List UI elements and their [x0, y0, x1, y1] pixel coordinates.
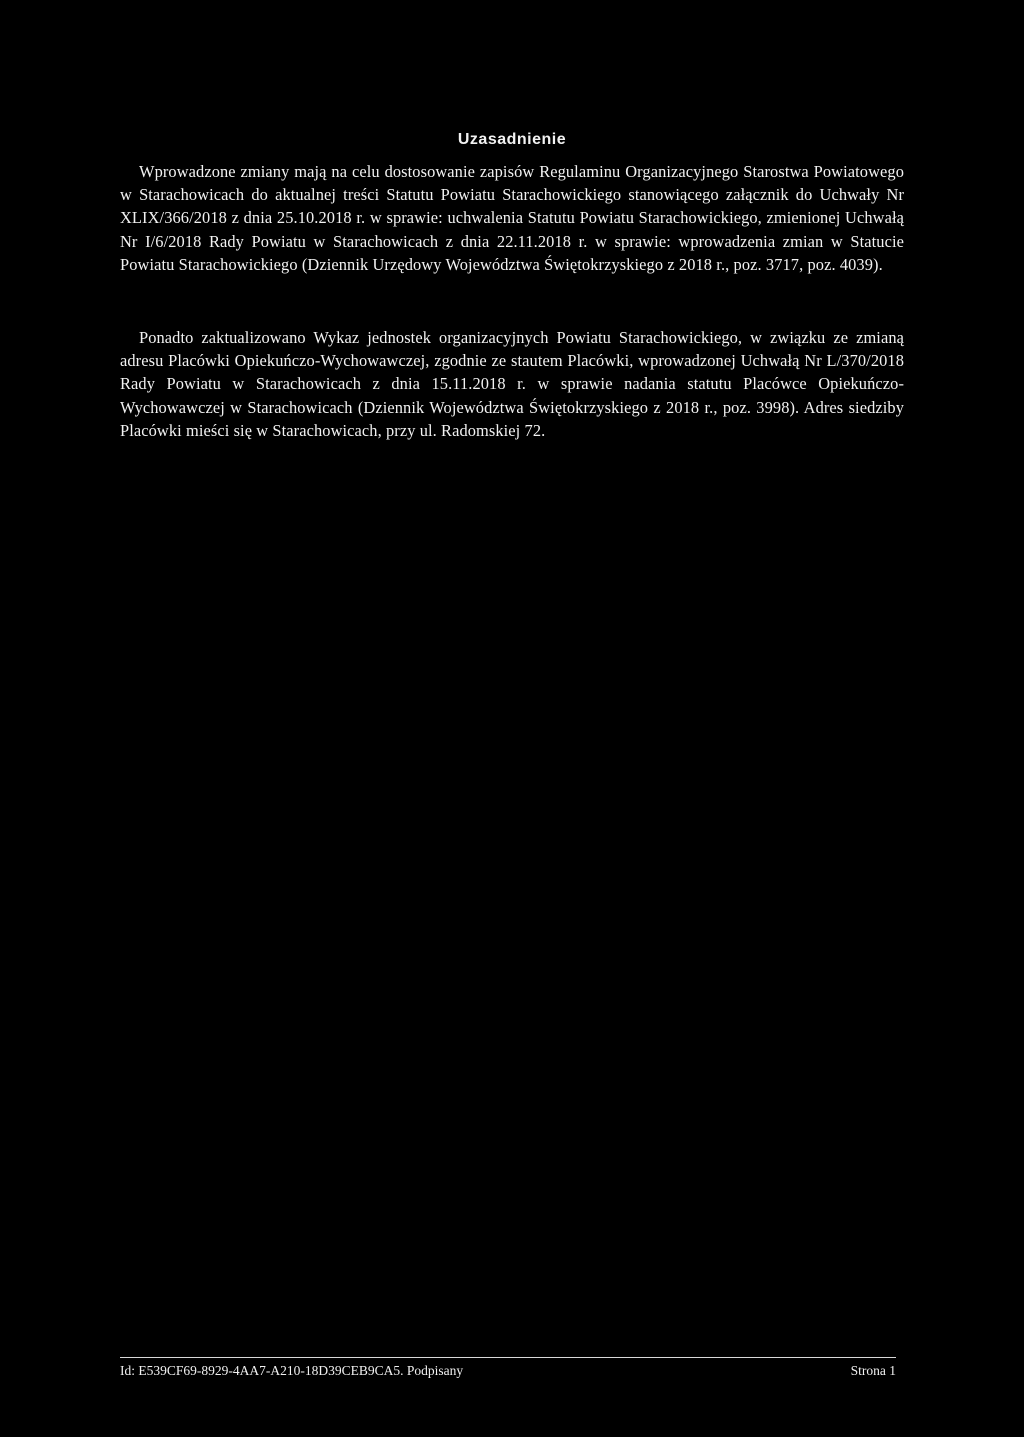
document-id-signature: Id: E539CF69-8929-4AA7-A210-18D39CEB9CA5. Podpisany	[120, 1363, 464, 1378]
page-number: Strona 1	[850, 1363, 896, 1378]
page-footer	[120, 1362, 896, 1380]
document-title: Uzasadnienie	[457, 131, 567, 148]
justification-paragraph-2: Ponadto zaktualizowano Wykaz jednostek organizacyjnych Powiatu Starachowickiego, w związku ze zmianą adresu Placówki Opiekuńczo-Wychowawczej, zgodnie ze stautem Placówki, wprowadzonej Uchwałą Nr L/370/2018 Rady Powiatu w Starachowicach z dnia 15.11.2018 r. w sprawie nadania statutu Placówce Opiekuńczo-Wychowawczej w Starachowicach (Dziennik Województwa Świętokrzyskiego z 2018 r., poz. 3998). Adres siedziby Placówki mieści się w Starachowicach, przy ul. Radomskiej 72.	[120, 328, 904, 440]
footer-divider	[120, 1357, 896, 1358]
justification-paragraph-1: Wprowadzone zmiany mają na celu dostosowanie zapisów Regulaminu Organizacyjnego Starostwa Powiatowego w Starachowicach do aktualnej treści Statutu Powiatu Starachowickiego stanowiącego załącznik do Uchwały Nr XLIX/366/2018 z dnia 25.10.2018 r. w sprawie: uchwalenia Statutu Powiatu Starachowickiego, zmienionej Uchwałą Nr I/6/2018 Rady Powiatu w Starachowicach z dnia 22.11.2018 r. w sprawie: wprowadzenia zmian w Statucie Powiatu Starachowickiego (Dziennik Urzędowy Województwa Świętokrzyskiego z 2018 r., poz. 3717, poz. 4039).	[120, 162, 904, 274]
